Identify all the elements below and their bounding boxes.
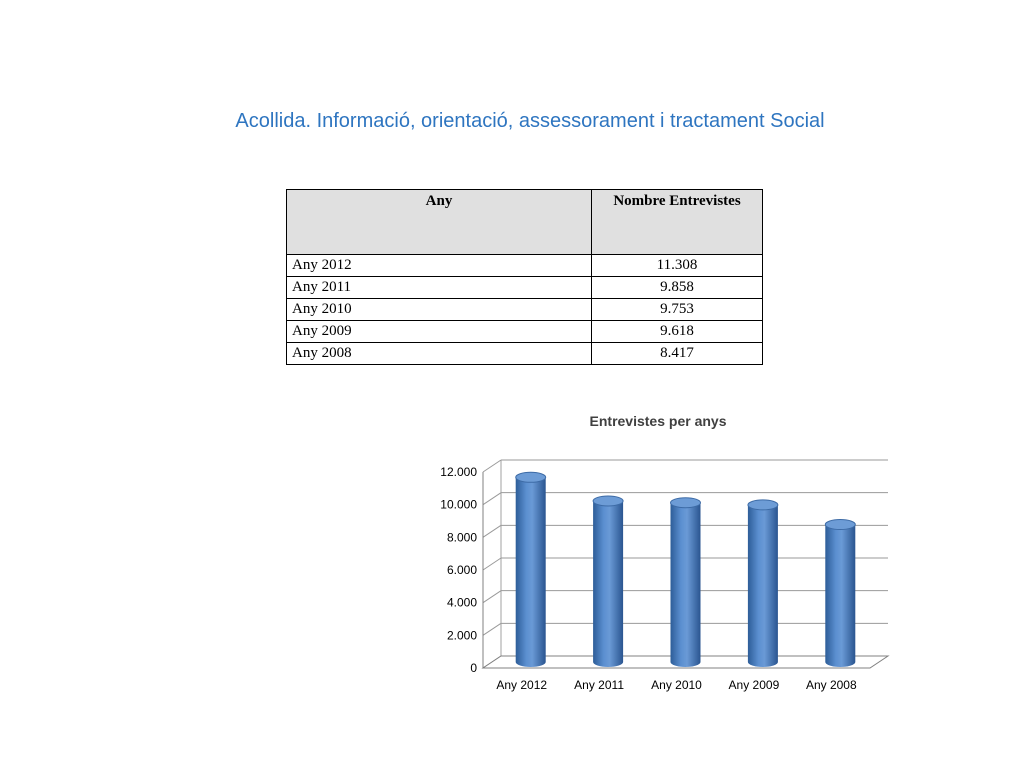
table-row [287,343,763,365]
y-tick-label: 6.000 [446,563,477,577]
x-tick-label: Any 2008 [805,678,857,692]
cell-year: Any 2011 [287,277,592,299]
cell-value: 8.417 [592,343,763,365]
bar [516,477,546,667]
cell-value: 9.858 [592,277,763,299]
header-year: Any [287,190,592,255]
page-title: Acollida. Informació, orientació, assessorament i tractament Social [235,110,825,132]
y-tick-label: 2.000 [446,628,477,643]
cell-value: 9.618 [592,321,763,343]
bar [825,525,855,667]
table-row [287,321,763,343]
gridline-side [483,558,501,570]
gridline-side [483,525,501,537]
table-row [287,277,763,299]
gridline-side [483,460,501,472]
cell-year: Any 2009 [287,321,592,343]
bar-top [593,496,623,506]
gridline-side [483,591,501,603]
y-tick-label: 10.000 [440,497,477,512]
bar-top [748,500,778,510]
gridline-side [483,493,501,505]
bar-top [825,520,855,530]
y-tick-label: 4.000 [446,595,477,610]
bar [671,503,701,667]
cell-year: Any 2008 [287,343,592,365]
x-tick-label: Any 2011 [574,678,625,692]
bar [593,501,623,667]
bar-top [516,472,546,482]
bar-top [671,498,701,508]
cell-year: Any 2010 [287,299,592,321]
gridline-side [483,623,501,635]
y-tick-label: 0 [470,661,477,675]
x-tick-label: Any 2010 [651,678,702,692]
table-row [287,255,763,277]
bar-chart [408,398,908,704]
y-tick-label: 12.000 [440,465,477,479]
interviews-table [286,189,763,365]
bar [748,505,778,667]
x-tick-label: Any 2009 [728,678,780,692]
table-row [287,299,763,321]
y-tick-label: 8.000 [446,530,477,545]
cell-value: 11.308 [592,255,763,277]
bar-chart-svg [408,398,908,704]
header-interviews: Nombre Entrevistes [592,190,763,255]
table-header-row [287,190,763,255]
cell-value: 9.753 [592,299,763,321]
chart-title: Entrevistes per anys [589,413,727,429]
cell-year: Any 2012 [287,255,592,277]
x-tick-label: Any 2012 [496,678,548,692]
